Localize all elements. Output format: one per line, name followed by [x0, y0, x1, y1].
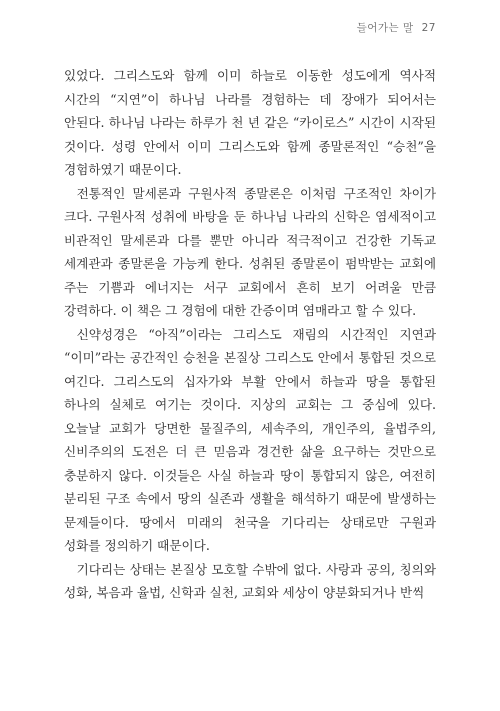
chapter-title: 들어가는 말 [356, 22, 414, 34]
paragraph-3: 신약성경은 “아직”이라는 그리스도 재림의 시간적인 지연과 “이미”라는 공간적인 승천을 본질상 그리스도 안에서 통합된 것으로 여긴다. 그리스도의 십자가와 부활 안에서 하늘과 땅을 통합된 하나의 실체로 여기는 것이다. 지상의 교회는 그 중심에 있다. 오늘날 교회가 당면한 물질주의, 세속주의, 개인주의, 율법주의, 신비주의의 도전은 더 큰 믿음과 경건한 삶을 요구하는 것만으로 충분하지 않다. 이것들은 사실 하늘과 땅이 통합되지 않은, 여전히 분리된 구조 속에서 땅의 실존과 생활을 해석하기 때문에 발생하는 문제들이다. 땅에서 미래의 천국을 기다리는 상태로만 구원과 성화를 정의하기 때문이다. [64, 326, 436, 553]
paragraph-2: 전통적인 말세론과 구원사적 종말론은 이처럼 구조적인 차이가 크다. 구원사적 성취에 바탕을 둔 하나님 나라의 신학은 염세적이고 비관적인 말세론과 다를 뿐만 아니라 적극적이고 건강한 기독교 세계관과 종말론을 가능케 한다. 성취된 종말론이 펌박받는 교회에 주는 기쁨과 에너지는 서구 교회에서 흔히 보기 어려울 만큼 강력하다. 이 책은 그 경험에 대한 간증이며 염매라고 할 수 있다. [64, 185, 436, 318]
body-text [64, 64, 436, 605]
running-header [357, 20, 436, 35]
page-number: 27 [421, 22, 436, 34]
paragraph-4: 기다리는 상태는 본질상 모호할 수밖에 없다. 사랑과 공의, 칭의와 성화, 복음과 율법, 신학과 실천, 교회와 세상이 양분화되거나 반씩 [64, 561, 436, 600]
paragraph-1: 있었다. 그리스도와 함께 이미 하늘로 이동한 성도에게 역사적 시간의 “지연”이 하나님 나라를 경험하는 데 장애가 되어서는 안된다. 하나님 나라는 하루가 천 년 같은 “카이로스” 시간이 시작된 것이다. 성령 안에서 이미 그리스도와 함께 종말론적인 “승천”을 경험하였기 때문이다. [64, 68, 436, 177]
